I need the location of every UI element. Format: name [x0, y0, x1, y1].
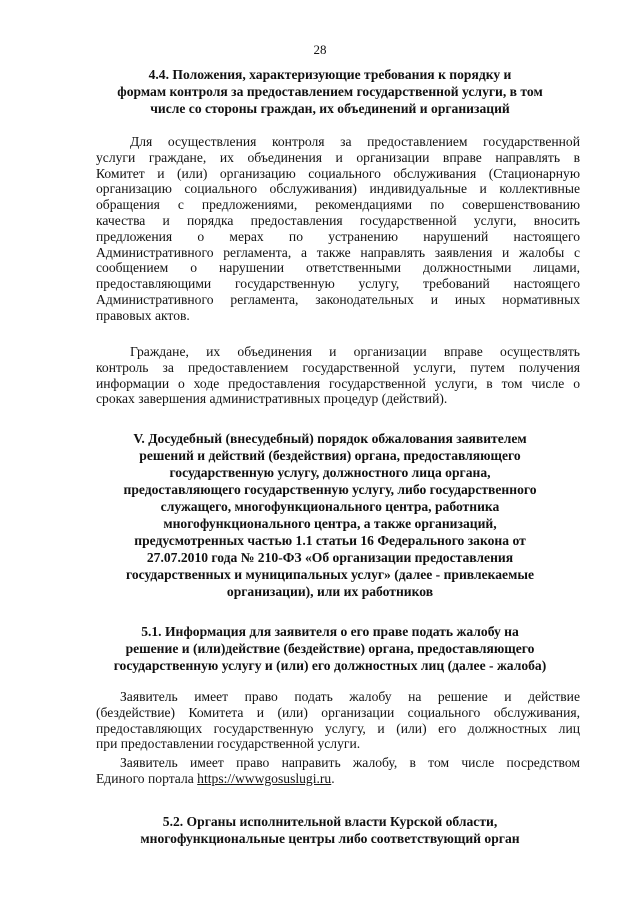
text-line: предоставляющими государственную услугу, требований настоящего: [96, 276, 580, 292]
text-line: качества и порядка предоставления государственной услуги, вносить: [96, 212, 580, 228]
section-5-1-paragraph-1: [96, 689, 580, 752]
portal-text: Единого портала: [96, 770, 198, 786]
heading-line: государственных и муниципальных услуг» (далее - привлекаемые: [126, 567, 534, 582]
heading-line: 5.1. Информация для заявителя о его праве подать жалобу на: [141, 624, 519, 639]
text-line: Заявитель имеет право направить жалобу, в том числе посредством: [120, 755, 580, 770]
text-line: (бездействие) Комитета и (или) организации социального обслуживания,: [96, 704, 580, 720]
text-line: Для осуществления контроля за предоставлением государственной: [130, 134, 580, 149]
text-line: информации о ходе предоставления государственной услуги, в том числе о: [96, 375, 580, 391]
section-5-1-paragraph-2: [96, 755, 580, 787]
text-line: [96, 771, 580, 787]
section-5-1-heading: [70, 623, 590, 674]
text-line: Административного регламента, а также направлять заявления и жалобы с: [96, 244, 580, 260]
section-4-4-paragraph-2: [96, 344, 580, 407]
text-line: Граждане, их объединения и организации вправе осуществлять: [130, 344, 580, 359]
heading-line: государственную услугу и (или) его должностных лиц (далее - жалоба): [113, 658, 547, 673]
text-line: при предоставлении государственной услуги.: [96, 736, 361, 752]
heading-line: предусмотренных частью 1.1 статьи 16 Федерального закона от: [134, 533, 526, 548]
heading-line: государственную услугу, должностного лица органа,: [169, 465, 491, 480]
heading-line: организации), или их работников: [226, 584, 434, 599]
heading-line: числе со стороны граждан, их объединений и организаций: [150, 101, 510, 116]
heading-line: решений и действий (бездействия) органа, предоставляющего: [139, 448, 521, 463]
section-5-2-heading: [80, 813, 580, 847]
text-line: Комитет и (или) организацию социального обслуживания (Стационарную: [96, 165, 580, 181]
text-line: сообщением о нарушении ответственными должностными лицами,: [96, 260, 580, 276]
heading-line: предоставляющего государственную услугу, либо государственного: [123, 482, 537, 497]
text-line: правовых актов.: [96, 307, 190, 323]
heading-line: 27.07.2010 года № 210-ФЗ «Об организации предоставления: [146, 550, 514, 565]
text-line: обращения с предложениями, рекомендациями по совершенствованию: [96, 197, 580, 213]
text-line: организацию социального обслуживания) индивидуальные и коллективные: [96, 181, 580, 197]
heading-line: формам контроля за предоставлением государственной услуги, в том: [117, 84, 543, 99]
sentence-end: .: [331, 770, 335, 786]
heading-line: многофункциональные центры либо соответствующий орган: [140, 831, 520, 846]
gosuslugi-link[interactable]: https://wwwgosuslugi.ru: [197, 770, 332, 786]
heading-line: многофункционального центра, а также организаций,: [163, 516, 497, 531]
heading-line: V. Досудебный (внесудебный) порядок обжалования заявителем: [133, 431, 527, 446]
heading-line: служащего, многофункционального центра, работника: [160, 499, 500, 514]
text-line: услуги граждане, их объединения и организации вправе направлять в: [96, 149, 580, 165]
heading-line: 4.4. Положения, характеризующие требования к порядку и: [148, 67, 512, 82]
text-line: предложения о мерах по устранению нарушений настоящего: [96, 228, 580, 244]
text-line: сроках завершения административных процедур (действий).: [96, 391, 448, 407]
text-line: предоставляющих государственную услугу, и (или) его должностных лиц: [96, 720, 580, 736]
page-number: 28: [313, 42, 327, 57]
text-line: Административного регламента, законодательных и иных нормативных: [96, 291, 580, 307]
text-line: контроль за предоставлением государственной услуги, путем получения: [96, 359, 580, 375]
heading-line: 5.2. Органы исполнительной власти Курской области,: [162, 814, 498, 829]
heading-line: решение и (или)действие (бездействие) органа, предоставляющего: [125, 641, 535, 656]
text-line: Заявитель имеет право подать жалобу на решение и действие: [120, 689, 580, 704]
section-4-4-paragraph-1: [96, 134, 580, 324]
section-4-4-heading: [80, 66, 580, 117]
section-v-heading: [80, 430, 580, 600]
